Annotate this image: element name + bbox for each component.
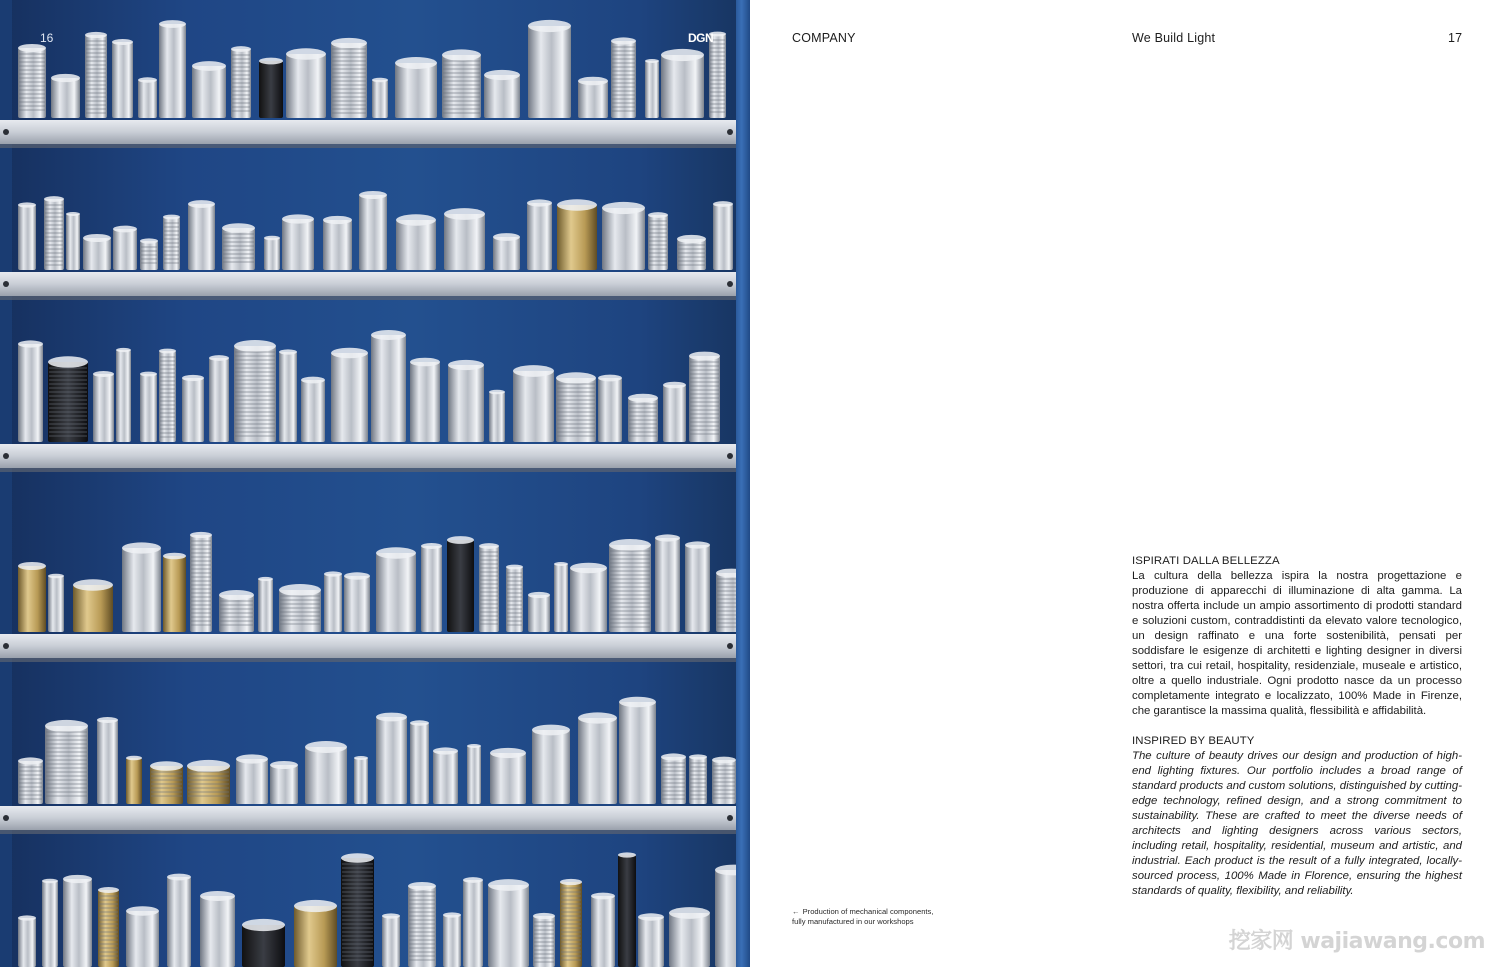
metal-component — [408, 886, 436, 967]
component-rim — [444, 208, 485, 220]
component-rim — [159, 20, 186, 28]
component-rim — [116, 348, 131, 352]
component-rim — [528, 592, 550, 598]
component-rim — [554, 562, 568, 566]
metal-component — [66, 214, 80, 270]
component-rim — [48, 356, 88, 367]
component-rim — [83, 234, 111, 242]
component-rim — [689, 352, 720, 361]
component-rim — [192, 61, 226, 71]
metal-component — [493, 237, 520, 270]
metal-component — [42, 881, 58, 967]
component-rim — [619, 697, 656, 708]
component-rim — [73, 579, 113, 590]
metal-component — [93, 374, 114, 442]
metal-component — [376, 717, 407, 804]
component-rim — [578, 77, 608, 86]
component-rim — [270, 761, 298, 769]
component-rim — [219, 590, 254, 600]
metal-component — [140, 374, 157, 442]
component-rim — [45, 720, 88, 732]
component-rim — [138, 77, 157, 82]
metal-component — [689, 757, 707, 804]
component-rim — [467, 744, 481, 748]
metal-component — [527, 203, 552, 270]
component-rim — [18, 757, 43, 764]
component-rim — [655, 534, 680, 541]
component-rim — [570, 563, 607, 574]
component-rim — [408, 882, 436, 890]
component-rim — [113, 226, 137, 233]
metal-component — [410, 723, 429, 804]
component-rim — [163, 553, 186, 560]
component-rim — [126, 756, 142, 761]
brand-tagline: We Build Light — [1132, 31, 1216, 45]
metal-component — [382, 916, 400, 967]
component-rim — [182, 375, 204, 381]
metal-component — [489, 392, 505, 442]
component-rim — [532, 725, 570, 736]
metal-component — [467, 746, 481, 804]
metal-component — [48, 576, 64, 632]
component-rim — [506, 565, 523, 570]
component-rim — [187, 760, 230, 772]
component-rim — [669, 907, 710, 919]
metal-component — [444, 214, 485, 270]
metal-component — [372, 80, 388, 118]
shelf-bolt — [3, 815, 9, 821]
shelf-bolt — [727, 453, 733, 459]
shelf-shadow — [0, 830, 740, 834]
metal-component — [433, 751, 458, 804]
component-rim — [66, 212, 80, 216]
shelf-shadow — [0, 296, 740, 300]
component-rim — [560, 879, 582, 885]
metal-component — [51, 78, 80, 118]
component-rim — [140, 372, 157, 377]
component-rim — [323, 216, 352, 224]
metal-component — [376, 553, 416, 632]
component-rim — [18, 202, 36, 207]
metal-component — [488, 885, 529, 967]
component-rim — [395, 57, 437, 69]
shelf-bolt — [3, 453, 9, 459]
component-rim — [301, 377, 325, 384]
component-rim — [279, 584, 321, 596]
metal-component — [138, 80, 157, 118]
metal-component — [661, 757, 686, 804]
component-rim — [18, 340, 43, 347]
metal-component — [619, 702, 656, 804]
component-rim — [493, 233, 520, 241]
metal-component — [421, 546, 442, 632]
metal-component — [570, 568, 607, 632]
metal-component — [648, 215, 668, 270]
italian-heading: ISPIRATI DALLA BELLEZZA — [1132, 555, 1280, 567]
metal-component — [116, 350, 131, 442]
metal-component — [323, 220, 352, 270]
component-rim — [236, 754, 268, 763]
metal-component — [44, 199, 64, 270]
component-rim — [112, 39, 133, 45]
metal-component — [242, 925, 285, 967]
component-rim — [371, 330, 406, 340]
component-rim — [527, 199, 552, 206]
metal-component — [448, 365, 484, 442]
shelf-shadow — [0, 144, 740, 148]
shelf-bolt — [727, 643, 733, 649]
cabinet-side-edge — [736, 0, 750, 967]
component-rim — [359, 191, 387, 199]
metal-component — [578, 81, 608, 118]
component-rim — [442, 49, 481, 60]
component-rim — [209, 355, 229, 361]
english-heading: INSPIRED BY BEAUTY — [1132, 735, 1255, 747]
component-rim — [44, 196, 64, 202]
metal-component — [209, 358, 229, 442]
metal-component — [63, 879, 92, 967]
component-rim — [376, 547, 416, 558]
metal-component — [264, 238, 280, 270]
component-rim — [344, 572, 370, 579]
component-rim — [341, 853, 374, 862]
metal-component — [18, 344, 43, 442]
metal-component — [112, 42, 133, 118]
metal-component — [258, 579, 273, 632]
component-rim — [648, 212, 668, 218]
watermark: 挖家网 wajiawang.com — [1228, 929, 1485, 954]
component-rim — [294, 900, 337, 912]
metal-component — [557, 205, 597, 270]
metal-component — [354, 758, 368, 804]
component-rim — [140, 238, 158, 243]
component-rim — [488, 879, 529, 891]
brand-logo: DGN — [688, 31, 714, 45]
shelf-plank — [0, 444, 740, 468]
metal-component — [598, 378, 622, 442]
component-rim — [305, 741, 347, 753]
metal-component — [305, 747, 347, 804]
metal-component — [669, 913, 710, 967]
component-rim — [48, 574, 64, 579]
component-rim — [279, 349, 297, 354]
component-rim — [282, 214, 314, 223]
component-rim — [661, 753, 686, 760]
component-rim — [376, 713, 407, 722]
metal-component — [18, 205, 36, 270]
metal-component — [410, 362, 440, 442]
metal-component — [270, 765, 298, 804]
metal-component — [443, 915, 461, 967]
component-rim — [63, 875, 92, 883]
shelf-bolt — [3, 643, 9, 649]
component-rim — [18, 44, 46, 52]
metal-component — [279, 352, 297, 442]
component-rim — [18, 562, 46, 570]
metal-component — [371, 335, 406, 442]
component-rim — [331, 38, 367, 48]
metal-component — [259, 61, 283, 118]
metal-component — [159, 24, 186, 118]
component-rim — [433, 747, 458, 754]
shelf-plank — [0, 120, 740, 144]
metal-component — [200, 896, 235, 967]
metal-component — [344, 576, 370, 632]
text-page — [750, 0, 1500, 967]
shelf-bolt — [3, 281, 9, 287]
metal-component — [602, 208, 645, 270]
component-rim — [448, 360, 484, 370]
italian-paragraph: La cultura della bellezza ispira la nostra progettazione e produzione di apparecchi di illuminazione di alta gamma. La nostra offerta include un ampio assortimento di prodotti standard e soluzioni custom, contraddistinti da elevato valore tecnologico, un design raffinato e una forte sostenibilità, pensati per soddisfare le esigenze di architetti e lighting designer in diversi settori, tra cui retail, hospitality, residenziale, museale e artistico, oltre a quello industriale. Ogni prodotto nasce da un processo completamente integrato e localizzato, 100% Made in Firenze, che garantisce la massima qualità, flessibilità e affidabilità. — [1132, 570, 1462, 717]
metal-component — [192, 66, 226, 118]
shelf-bolt — [727, 281, 733, 287]
metal-component — [331, 353, 368, 442]
component-rim — [396, 214, 436, 225]
component-rim — [591, 893, 615, 900]
component-rim — [126, 906, 159, 915]
metal-component — [713, 204, 733, 270]
component-rim — [602, 202, 645, 214]
component-rim — [231, 46, 251, 52]
component-rim — [557, 199, 597, 210]
metal-component — [167, 877, 191, 967]
page-number: 17 — [1448, 31, 1463, 45]
metal-component — [324, 574, 342, 632]
metal-component — [73, 585, 113, 632]
component-rim — [242, 919, 285, 931]
component-rim — [163, 215, 180, 220]
component-rim — [222, 223, 255, 232]
shelf-plank — [0, 634, 740, 658]
component-rim — [150, 761, 183, 770]
shelf-shadow — [0, 468, 740, 472]
metal-component — [395, 63, 437, 118]
arrow-left-icon: ← — [792, 907, 800, 916]
shelf-bolt — [727, 129, 733, 135]
component-rim — [490, 748, 526, 758]
component-rim — [528, 20, 571, 32]
metal-component — [663, 385, 686, 442]
component-rim — [258, 577, 273, 581]
metal-component — [359, 195, 387, 270]
metal-component — [126, 911, 159, 967]
component-rim — [443, 912, 461, 917]
component-rim — [479, 543, 499, 549]
component-rim — [259, 58, 283, 65]
component-rim — [372, 78, 388, 83]
component-rim — [85, 32, 107, 38]
metal-component — [484, 75, 520, 118]
component-rim — [331, 348, 368, 359]
component-rim — [410, 720, 429, 725]
component-rim — [609, 539, 651, 551]
metal-component — [83, 238, 111, 270]
component-rim — [663, 382, 686, 389]
english-paragraph: The culture of beauty drives our design and production of high-end lighting fixtures. Our portfolio includes a broad range of standard products and custom solutions, distinguished by cutting-edge technology, refined design, and a strong commitment to sustainability. These are crafted to meet the diverse needs of architects and lighting designers across various sectors, including retail, hospitality, residential, museum and artistic, and industrial. Each product is the result of a fully integrated, locally-sourced process, 100% Made in Florence, ensuring the highest standards of quality, flexibility, and reliability. — [1132, 750, 1462, 897]
metal-component — [18, 918, 36, 967]
metal-component — [532, 730, 570, 804]
component-rim — [533, 913, 555, 919]
metal-component — [618, 855, 636, 967]
metal-component — [188, 204, 215, 270]
metal-component — [122, 548, 161, 632]
component-rim — [463, 877, 483, 883]
component-rim — [188, 200, 215, 208]
caption-line-1: Production of mechanical components, — [802, 907, 934, 916]
metal-component — [294, 906, 337, 967]
component-rim — [712, 757, 736, 764]
component-rim — [159, 349, 176, 354]
component-rim — [447, 536, 474, 544]
component-rim — [286, 48, 326, 59]
component-rim — [484, 70, 520, 80]
component-rim — [93, 371, 114, 377]
left-page-number: 16 — [40, 31, 54, 45]
component-rim — [689, 754, 707, 759]
shelf-plank — [0, 806, 740, 830]
metal-component — [479, 546, 499, 632]
component-rim — [51, 74, 80, 82]
metal-component — [236, 759, 268, 804]
component-rim — [324, 571, 342, 576]
photo-caption — [792, 907, 992, 927]
component-rim — [645, 59, 659, 63]
metal-component — [463, 880, 483, 967]
metal-component — [578, 718, 617, 804]
component-rim — [598, 375, 622, 382]
component-rim — [18, 915, 36, 920]
component-rim — [685, 541, 710, 548]
metal-component — [645, 61, 659, 118]
metal-component — [528, 595, 550, 632]
metal-component — [126, 758, 142, 804]
metal-component — [282, 219, 314, 270]
component-rim — [489, 390, 505, 395]
body-column — [1132, 554, 1462, 899]
component-rim — [421, 543, 442, 549]
component-rim — [234, 340, 276, 352]
metal-component — [490, 753, 526, 804]
metal-component — [182, 378, 204, 442]
metal-component — [301, 380, 325, 442]
shelf-plank — [0, 272, 740, 296]
metal-component — [661, 55, 704, 118]
component-rim — [122, 542, 161, 553]
component-rim — [264, 236, 280, 241]
metal-component — [638, 917, 664, 967]
metal-component — [396, 220, 436, 270]
metal-component — [18, 566, 46, 632]
component-rim — [410, 358, 440, 367]
component-rim — [611, 37, 636, 44]
component-rim — [167, 874, 191, 881]
component-rim — [382, 913, 400, 918]
component-rim — [661, 49, 704, 61]
component-rim — [578, 712, 617, 723]
component-rim — [628, 394, 658, 403]
component-rim — [42, 879, 58, 884]
metal-component — [528, 26, 571, 118]
component-rim — [638, 913, 664, 920]
component-rim — [200, 891, 235, 901]
metal-component — [286, 54, 326, 118]
shelf-bolt — [3, 129, 9, 135]
component-rim — [618, 852, 636, 857]
component-rim — [556, 372, 596, 383]
metal-component — [591, 896, 615, 967]
metal-component — [447, 540, 474, 632]
shelf-shadow — [0, 658, 740, 662]
component-rim — [354, 756, 368, 760]
caption-line-2: fully manufactured in our workshops — [792, 917, 914, 926]
metal-component — [554, 564, 568, 632]
component-rim — [713, 201, 733, 207]
metal-component — [163, 556, 186, 632]
shelf-bolt — [727, 815, 733, 821]
metal-component — [48, 362, 88, 442]
metal-component — [113, 229, 137, 270]
metal-component — [97, 720, 118, 804]
component-rim — [513, 365, 554, 377]
component-rim — [190, 532, 212, 538]
metal-component — [513, 371, 554, 442]
component-rim — [98, 887, 119, 893]
metal-component — [655, 538, 680, 632]
metal-component — [685, 545, 710, 632]
section-title: COMPANY — [792, 31, 856, 45]
component-rim — [677, 235, 706, 243]
component-rim — [97, 717, 118, 723]
metal-component — [689, 356, 720, 442]
